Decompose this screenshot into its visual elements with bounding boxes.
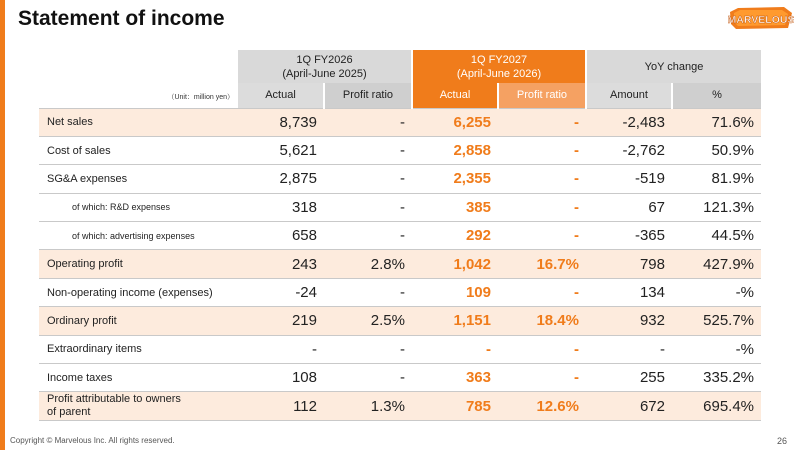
col-header-pct: % xyxy=(672,83,761,108)
col-header-actual-fy2026: Actual xyxy=(238,83,324,108)
table-row xyxy=(39,392,761,420)
marvelous-logo xyxy=(728,4,794,32)
cell-pct: -% xyxy=(672,335,761,363)
table-row xyxy=(39,364,761,392)
table-row xyxy=(39,335,761,363)
cell-actual-fy2026: 108 xyxy=(238,364,324,392)
cell-amount: 255 xyxy=(586,364,672,392)
cell-pct: -% xyxy=(672,278,761,306)
cell-ratio-fy2026: - xyxy=(324,136,412,164)
cell-actual-fy2026: 219 xyxy=(238,307,324,335)
row-label-line2: of parent xyxy=(47,406,91,419)
cell-ratio-fy2027: 12.6% xyxy=(498,392,586,420)
page-number: 26 xyxy=(777,436,788,446)
cell-actual-fy2026: 318 xyxy=(238,193,324,221)
cell-actual-fy2026: 112 xyxy=(238,392,324,420)
svg-text:MARVELOUS: MARVELOUS xyxy=(728,14,794,26)
group-header-fy2026-line2: (April-June 2025) xyxy=(282,67,367,80)
cell-pct: 335.2% xyxy=(672,364,761,392)
cell-actual-fy2027: 385 xyxy=(412,193,498,221)
cell-amount: -365 xyxy=(586,222,672,250)
unit-note: （Unit：million yen） xyxy=(39,83,238,108)
accent-bar xyxy=(0,0,5,450)
income-statement-table xyxy=(39,50,761,421)
cell-amount: -519 xyxy=(586,165,672,193)
group-header-fy2026-line1: 1Q FY2026 xyxy=(296,53,353,66)
cell-pct: 81.9% xyxy=(672,165,761,193)
cell-amount: 134 xyxy=(586,278,672,306)
row-label: Income taxes xyxy=(39,364,238,392)
cell-amount: -2,483 xyxy=(586,108,672,136)
cell-actual-fy2026: 8,739 xyxy=(238,108,324,136)
cell-ratio-fy2026: - xyxy=(324,364,412,392)
table-row xyxy=(39,193,761,221)
cell-ratio-fy2026: 2.8% xyxy=(324,250,412,278)
cell-actual-fy2027: 2,858 xyxy=(412,136,498,164)
row-label: Cost of sales xyxy=(39,136,238,164)
cell-ratio-fy2026: - xyxy=(324,222,412,250)
table-row xyxy=(39,307,761,335)
row-label: of which: advertising expenses xyxy=(39,222,238,250)
page-title: Statement of income xyxy=(18,7,225,30)
cell-actual-fy2027: 1,042 xyxy=(412,250,498,278)
cell-amount: 672 xyxy=(586,392,672,420)
group-header-fy2026 xyxy=(238,50,412,83)
cell-amount: - xyxy=(586,335,672,363)
cell-actual-fy2026: 658 xyxy=(238,222,324,250)
cell-ratio-fy2027: - xyxy=(498,108,586,136)
cell-actual-fy2027: 785 xyxy=(412,392,498,420)
row-label: Ordinary profit xyxy=(39,307,238,335)
cell-ratio-fy2026: - xyxy=(324,278,412,306)
cell-actual-fy2026: - xyxy=(238,335,324,363)
col-header-amount: Amount xyxy=(586,83,672,108)
cell-ratio-fy2027: - xyxy=(498,136,586,164)
col-header-ratio-fy2027: Profit ratio xyxy=(498,83,586,108)
cell-ratio-fy2026: - xyxy=(324,108,412,136)
row-label: Non-operating income (expenses) xyxy=(39,278,238,306)
cell-pct: 525.7% xyxy=(672,307,761,335)
cell-actual-fy2027: 2,355 xyxy=(412,165,498,193)
cell-ratio-fy2027: - xyxy=(498,165,586,193)
header-blank xyxy=(39,50,238,83)
cell-actual-fy2027: 6,255 xyxy=(412,108,498,136)
cell-actual-fy2027: 292 xyxy=(412,222,498,250)
cell-pct: 50.9% xyxy=(672,136,761,164)
group-header-fy2027-line1: 1Q FY2027 xyxy=(470,53,528,66)
cell-actual-fy2027: - xyxy=(412,335,498,363)
group-header-yoy: YoY change xyxy=(586,50,761,83)
cell-pct: 121.3% xyxy=(672,193,761,221)
col-header-actual-fy2027: Actual xyxy=(412,83,498,108)
cell-amount: -2,762 xyxy=(586,136,672,164)
row-label-line1: Profit attributable to owners xyxy=(47,393,181,406)
cell-ratio-fy2026: - xyxy=(324,335,412,363)
cell-amount: 798 xyxy=(586,250,672,278)
group-header-fy2027-line2: (April-June 2026) xyxy=(456,67,542,80)
cell-ratio-fy2026: 2.5% xyxy=(324,307,412,335)
table-row xyxy=(39,108,761,136)
cell-actual-fy2027: 1,151 xyxy=(412,307,498,335)
cell-ratio-fy2027: - xyxy=(498,193,586,221)
row-label xyxy=(39,392,238,420)
row-label: Net sales xyxy=(39,108,238,136)
cell-amount: 67 xyxy=(586,193,672,221)
cell-ratio-fy2027: 16.7% xyxy=(498,250,586,278)
cell-actual-fy2026: 2,875 xyxy=(238,165,324,193)
table-row xyxy=(39,222,761,250)
col-header-ratio-fy2026: Profit ratio xyxy=(324,83,412,108)
table-row xyxy=(39,165,761,193)
cell-actual-fy2026: 243 xyxy=(238,250,324,278)
cell-ratio-fy2026: 1.3% xyxy=(324,392,412,420)
row-label: SG&A expenses xyxy=(39,165,238,193)
cell-ratio-fy2027: 18.4% xyxy=(498,307,586,335)
cell-ratio-fy2027: - xyxy=(498,278,586,306)
cell-ratio-fy2026: - xyxy=(324,193,412,221)
cell-actual-fy2027: 109 xyxy=(412,278,498,306)
cell-actual-fy2026: 5,621 xyxy=(238,136,324,164)
table-row xyxy=(39,278,761,306)
cell-pct: 71.6% xyxy=(672,108,761,136)
copyright-footer: Copyright © Marvelous Inc. All rights reserved. xyxy=(10,436,175,445)
cell-amount: 932 xyxy=(586,307,672,335)
row-label: Operating profit xyxy=(39,250,238,278)
cell-ratio-fy2026: - xyxy=(324,165,412,193)
cell-ratio-fy2027: - xyxy=(498,335,586,363)
cell-pct: 44.5% xyxy=(672,222,761,250)
cell-actual-fy2026: -24 xyxy=(238,278,324,306)
row-label: Extraordinary items xyxy=(39,335,238,363)
table-row xyxy=(39,250,761,278)
cell-pct: 427.9% xyxy=(672,250,761,278)
table-row xyxy=(39,136,761,164)
cell-ratio-fy2027: - xyxy=(498,364,586,392)
group-header-fy2027 xyxy=(412,50,586,83)
cell-actual-fy2027: 363 xyxy=(412,364,498,392)
cell-ratio-fy2027: - xyxy=(498,222,586,250)
row-label: of which: R&D expenses xyxy=(39,193,238,221)
cell-pct: 695.4% xyxy=(672,392,761,420)
